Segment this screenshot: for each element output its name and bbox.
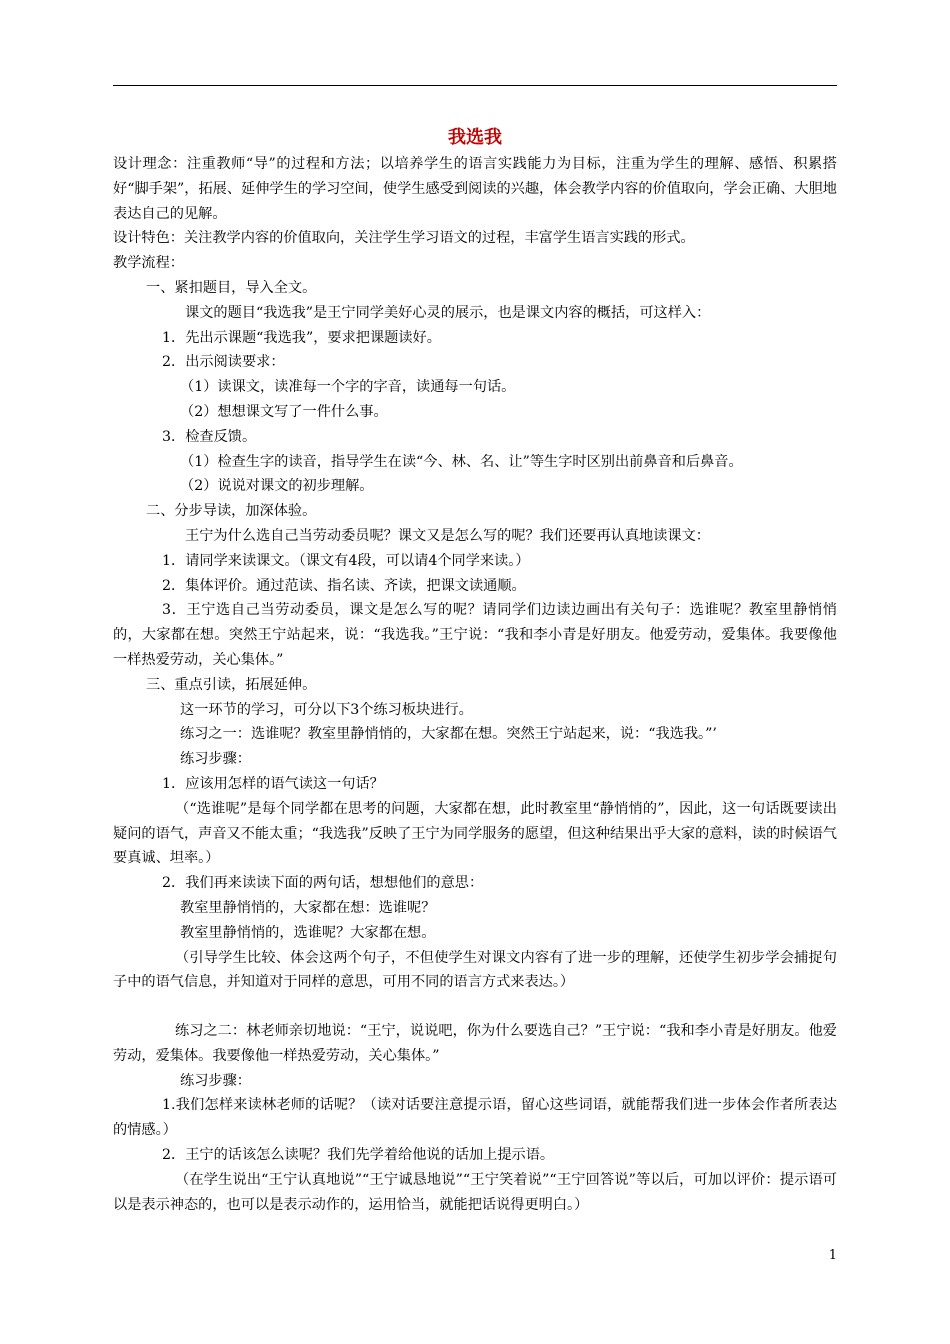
- paragraph-design-concept: 设计理念：注重教师“导”的过程和方法；以培养学生的语言实践能力为目标，注重为学生的理解、感悟、积累搭好“脚手架”，拓展、延伸学生的学习空间，使学生感受到阅读的兴趣，体会教学内容的价值取向，学会正确、大胆地表达自己的见解。: [113, 156, 837, 222]
- list-item: 1．应该用怎样的语气读这一句话？: [162, 775, 384, 792]
- list-item: （2）想想课文写了一件什么事。: [180, 403, 388, 420]
- paragraph-note: （“选谁呢”是每个同学都在思考的问题，大家都在想，此时教室里“静悄悄的”，因此，这一句话既要读出疑问的语气，声音又不能太重；“我选我”反映了王宁为同学服务的愿望，但这种结果出乎大家的意料，读的时候语气要真诚、坦率。）: [113, 800, 837, 867]
- list-item: （1）读课文，读准每一个字的字音，读通每一句话。: [180, 379, 516, 396]
- list-item: （2）说说对课文的初步理解。: [180, 478, 374, 495]
- list-item: 2．我们再来读读下面的两句话，想想他们的意思：: [162, 875, 484, 892]
- list-item: 2．王宁的话该怎么读呢？我们先学着给他说的话加上提示语。: [162, 1147, 555, 1164]
- example-sentence: 教室里静悄悄的，大家都在想：选谁呢？: [180, 899, 436, 916]
- list-item: 3．王宁选自己当劳动委员，课文是怎么写的呢？请同学们边读边画出有关句子：选谁呢？教室里静悄悄的，大家都在想。突然王宁站起来，说：“我选我。”王宁说：“我和李小青是好朋友。他爱劳动，爱集体。我要像他一样热爱劳动，关心集体。”: [113, 602, 837, 668]
- list-item: （1）检查生字的读音，指导学生在读“今、林、名、让”等生字时区别出前鼻音和后鼻音。: [180, 453, 743, 470]
- paragraph: 王宁为什么选自己当劳动委员呢？课文又是怎么写的呢？我们还要再认真地读课文：: [185, 527, 710, 544]
- paragraph-design-feature: 设计特色：关注教学内容的价值取向，关注学生学习语文的过程，丰富学生语言实践的形式。: [113, 230, 695, 247]
- exercise-one: 练习之一：选谁呢？教室里静悄悄的，大家都在想。突然王宁站起来，说：“我选我。”’: [180, 726, 717, 743]
- paragraph: 课文的题目“我选我”是王宁同学美好心灵的展示，也是课文内容的概括，可这样入：: [185, 304, 711, 321]
- list-item: 2．集体评价。通过范读、指名读、齐读，把课文读通顺。: [162, 577, 526, 594]
- paragraph-note: （在学生说出“王宁认真地说”“王宁诚恳地说”“王宁笑着说”“王宁回答说”等以后，可加以评价：提示语可以是表示神态的，也可以是表示动作的，运用恰当，就能把话说得更明白。）: [113, 1171, 837, 1213]
- spacer: [113, 995, 837, 1019]
- section-heading-1: 一、紧扣题目，导入全文。: [146, 279, 317, 296]
- list-item: 1．请同学来读课文。（课文有4段，可以请4个同学来读。）: [162, 552, 530, 569]
- list-item: 1.我们怎样来读林老师的话呢？（读对话要注意提示语，留心这些词语，就能帮我们进一步体会作者所表达的情感。）: [113, 1097, 837, 1139]
- paragraph: 这一环节的学习，可分以下3个练习板块进行。: [180, 701, 473, 718]
- section-heading-3: 三、重点引读，拓展延伸。: [146, 676, 317, 693]
- paragraph-teaching-flow: 教学流程：: [113, 255, 184, 272]
- list-item: 1．先出示课题“我选我”，要求把课题读好。: [162, 329, 441, 346]
- exercise-steps-label: 练习步骤：: [180, 751, 251, 768]
- document-title: 我选我: [448, 127, 502, 148]
- exercise-steps-label: 练习步骤：: [180, 1072, 251, 1089]
- header-rule: [113, 85, 837, 86]
- document-body: [113, 152, 837, 1217]
- example-sentence: 教室里静悄悄的，选谁呢？大家都在想。: [180, 924, 436, 941]
- exercise-two: 练习之二：林老师亲切地说：“王宁，说说吧，你为什么要选自己？”王宁说：“我和李小青是好朋友。他爱劳动，爱集体。我要像他一样热爱劳动，关心集体。”: [113, 1023, 837, 1064]
- page-number: 1: [828, 1248, 837, 1263]
- paragraph-note: （引导学生比较、体会这两个句子，不但使学生对课文内容有了进一步的理解，还使学生初步学会捕捉句子中的语气信息，并知道对于同样的意思，可用不同的语言方式来表达。）: [113, 949, 837, 991]
- list-item: 2．出示阅读要求：: [162, 354, 285, 371]
- list-item: 3．检查反馈。: [162, 428, 257, 445]
- section-heading-2: 二、分步导读，加深体验。: [146, 503, 317, 520]
